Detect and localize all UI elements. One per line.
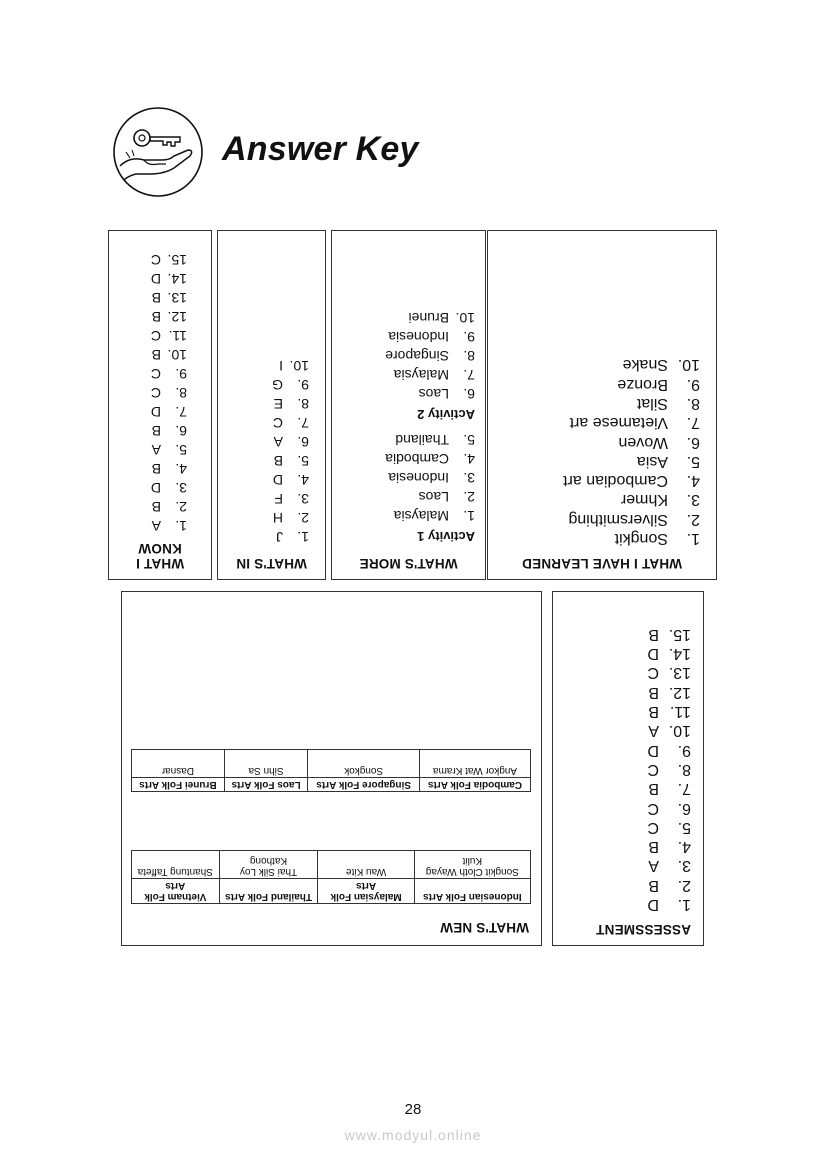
item-answer: C: [150, 252, 161, 268]
item-answer: C: [272, 415, 283, 431]
whats-new-title: WHAT'S NEW: [440, 920, 529, 935]
item-number: 12.: [668, 683, 691, 701]
what-i-know-title: WHAT I KNOW: [135, 541, 185, 571]
item-number: 6.: [297, 434, 309, 450]
list-item: [119, 250, 187, 269]
item-answer: H: [272, 510, 283, 526]
list-item: [119, 326, 187, 345]
item-answer: A: [151, 518, 161, 534]
item-answer: A: [648, 722, 659, 740]
item-number: 1.: [175, 518, 187, 534]
item-number: 2.: [175, 499, 187, 515]
list-item: [342, 468, 475, 487]
item-answer: A: [648, 857, 659, 875]
table-header-cell: Brunei Folk Arts: [132, 778, 225, 792]
item-number: 4.: [297, 472, 309, 488]
item-answer: Khmer: [620, 491, 668, 509]
item-number: 4.: [175, 461, 187, 477]
list-item: [563, 837, 691, 856]
item-answer: B: [648, 683, 659, 701]
list-item: [563, 798, 691, 817]
table-header-cell: Singapore Folk Arts: [308, 778, 420, 792]
item-answer: B: [151, 423, 161, 439]
item-number: 4.: [677, 838, 691, 856]
item-number: 5.: [175, 442, 187, 458]
watermark: www.modyul.online: [344, 1127, 482, 1143]
item-number: 2.: [686, 510, 700, 528]
item-answer: B: [273, 453, 283, 469]
table-row: [132, 851, 531, 879]
list-item: [563, 721, 691, 740]
item-number: 5.: [686, 452, 700, 470]
item-number: 3.: [677, 857, 691, 875]
table-cell: Shantung Taffeta: [132, 851, 220, 879]
item-number: 1.: [297, 529, 309, 545]
item-number: 6.: [686, 433, 700, 451]
item-number: 8.: [175, 385, 187, 401]
list-item: [563, 875, 691, 894]
item-number: 13.: [167, 290, 187, 306]
list-item: [119, 288, 187, 307]
item-number: 8.: [677, 760, 691, 778]
table-cell: Songkit Cloth Wayag Kulit: [414, 851, 530, 879]
list-item: [498, 471, 700, 490]
list-item: [228, 375, 309, 394]
list-item: [119, 440, 187, 459]
item-number: 7.: [686, 414, 700, 432]
activity-1-list: [342, 430, 475, 525]
list-item: [119, 516, 187, 535]
list-item: [498, 452, 700, 471]
item-answer: G: [272, 377, 283, 393]
item-number: 5.: [297, 453, 309, 469]
folk-arts-table-2: [131, 749, 531, 792]
item-number: 3.: [463, 470, 475, 486]
table-header-cell: Indonesian Folk Arts: [414, 879, 530, 904]
activity-1-title: Activity 1: [417, 529, 475, 544]
item-answer: Asia: [636, 452, 668, 470]
item-answer: D: [150, 271, 161, 287]
table-header-row: [132, 778, 531, 792]
list-item: [563, 856, 691, 875]
list-item: [342, 327, 475, 346]
item-answer: Cambodian art: [563, 472, 668, 490]
item-answer: Laos: [418, 386, 449, 402]
item-number: 8.: [686, 394, 700, 412]
item-number: 7.: [463, 367, 475, 383]
item-number: 5.: [677, 818, 691, 836]
item-answer: Songkit: [614, 530, 668, 547]
list-item: [228, 432, 309, 451]
whats-more-panel: [331, 230, 486, 580]
item-answer: B: [648, 703, 659, 721]
item-answer: Indonesia: [388, 470, 449, 486]
item-number: 6.: [175, 423, 187, 439]
item-answer: Malaysia: [393, 508, 449, 524]
item-answer: D: [150, 404, 161, 420]
list-item: [228, 356, 309, 375]
list-item: [342, 506, 475, 525]
item-number: 10.: [668, 722, 691, 740]
assessment-list: [563, 625, 691, 914]
list-item: [563, 818, 691, 837]
item-answer: Singapore: [385, 348, 449, 364]
item-number: 4.: [463, 451, 475, 467]
whats-in-title: WHAT'S IN: [236, 556, 307, 571]
item-answer: F: [274, 491, 283, 507]
list-item: [228, 470, 309, 489]
table-cell: Dasnar: [132, 750, 225, 778]
item-number: 2.: [677, 876, 691, 894]
item-answer: I: [279, 358, 283, 374]
item-number: 7.: [677, 780, 691, 798]
what-i-know-list: [119, 250, 187, 535]
table-cell: Wau Kite: [318, 851, 414, 879]
list-item: [228, 394, 309, 413]
list-item: [119, 345, 187, 364]
item-answer: Snake: [622, 356, 668, 374]
table-header-cell: Cambodia Folk Arts: [419, 778, 530, 792]
whats-in-list: [228, 356, 309, 546]
page-number: 28: [404, 1101, 422, 1118]
item-number: 6.: [677, 799, 691, 817]
item-answer: Bronze: [617, 375, 668, 393]
item-answer: B: [151, 309, 161, 325]
list-item: [563, 702, 691, 721]
item-answer: B: [151, 290, 161, 306]
item-answer: E: [273, 396, 283, 412]
item-answer: J: [276, 529, 283, 545]
list-item: [498, 509, 700, 528]
list-item: [119, 402, 187, 421]
list-item: [228, 413, 309, 432]
item-answer: D: [647, 645, 659, 663]
item-number: 11.: [669, 703, 691, 721]
list-item: [119, 421, 187, 440]
item-number: 7.: [175, 404, 187, 420]
list-item: [498, 432, 700, 451]
item-number: 7.: [297, 415, 309, 431]
item-number: 10.: [167, 347, 187, 363]
item-answer: C: [150, 385, 161, 401]
item-answer: B: [151, 347, 161, 363]
table-cell: Thai Silk Loy Kathong: [219, 851, 318, 879]
what-i-have-learned-panel: [487, 230, 717, 580]
item-answer: B: [648, 625, 659, 643]
activity-2-title: Activity 2: [417, 407, 475, 422]
item-number: 5.: [463, 432, 475, 448]
item-number: 8.: [463, 348, 475, 364]
list-item: [119, 383, 187, 402]
list-item: [563, 682, 691, 701]
assessment-panel: [552, 591, 704, 946]
item-number: 2.: [463, 489, 475, 505]
whats-in-panel: [217, 230, 326, 580]
item-number: 4.: [686, 472, 700, 490]
list-item: [119, 497, 187, 516]
item-number: 10.: [455, 310, 475, 326]
item-number: 11.: [168, 328, 187, 344]
item-answer: C: [150, 328, 161, 344]
list-item: [498, 355, 700, 374]
item-answer: C: [647, 799, 659, 817]
item-number: 6.: [463, 386, 475, 402]
list-item: [119, 364, 187, 383]
list-item: [563, 895, 691, 914]
list-item: [563, 760, 691, 779]
list-item: [498, 394, 700, 413]
item-answer: B: [151, 499, 161, 515]
list-item: [563, 644, 691, 663]
item-answer: C: [647, 760, 659, 778]
table-header-row: [132, 879, 531, 904]
what-i-have-learned-list: [498, 355, 700, 548]
list-item: [119, 307, 187, 326]
item-answer: Thailand: [395, 432, 449, 448]
list-item: [342, 384, 475, 403]
item-number: 1.: [686, 530, 700, 547]
list-item: [228, 489, 309, 508]
item-answer: D: [150, 480, 161, 496]
item-answer: Malaysia: [393, 367, 449, 383]
list-item: [498, 490, 700, 509]
item-answer: Woven: [618, 433, 668, 451]
list-item: [228, 527, 309, 546]
list-item: [563, 740, 691, 759]
whats-new-panel: [121, 591, 542, 946]
item-answer: C: [647, 664, 659, 682]
item-number: 3.: [297, 491, 309, 507]
key-in-hand-icon: [112, 106, 204, 198]
list-item: [563, 663, 691, 682]
item-number: 15.: [668, 625, 691, 643]
item-answer: Brunei: [408, 310, 449, 326]
item-number: 2.: [297, 510, 309, 526]
list-item: [342, 430, 475, 449]
list-item: [342, 308, 475, 327]
assessment-title: ASSESSMENT: [595, 922, 691, 937]
item-number: 1.: [463, 508, 475, 524]
item-number: 12.: [167, 309, 187, 325]
item-number: 13.: [668, 664, 691, 682]
table-header-cell: Vietnam Folk Arts: [132, 879, 220, 904]
list-item: [119, 459, 187, 478]
list-item: [342, 449, 475, 468]
item-answer: B: [648, 876, 659, 894]
list-item: [342, 365, 475, 384]
item-number: 3.: [175, 480, 187, 496]
item-answer: B: [648, 838, 659, 856]
list-item: [498, 529, 700, 548]
folk-arts-table-1: [131, 850, 531, 904]
item-number: 14.: [668, 645, 691, 663]
table-header-cell: Malaysian Folk Arts: [318, 879, 414, 904]
list-item: [228, 508, 309, 527]
item-answer: C: [150, 366, 161, 382]
item-answer: B: [648, 780, 659, 798]
item-answer: A: [273, 434, 283, 450]
list-item: [498, 374, 700, 393]
item-number: 9.: [677, 741, 691, 759]
what-i-know-panel: [108, 230, 212, 580]
list-item: [563, 625, 691, 644]
item-number: 9.: [463, 329, 475, 345]
table-header-cell: Laos Folk Arts: [224, 778, 308, 792]
item-answer: Vietamese art: [569, 414, 668, 432]
item-answer: A: [151, 442, 161, 458]
item-number: 9.: [297, 377, 309, 393]
table-cell: Angkor Wat Krama: [419, 750, 530, 778]
item-number: 3.: [686, 491, 700, 509]
whats-more-title: WHAT'S MORE: [359, 556, 458, 571]
list-item: [498, 413, 700, 432]
item-number: 8.: [297, 396, 309, 412]
item-answer: D: [272, 472, 283, 488]
activity-2-list: [342, 308, 475, 403]
item-answer: Laos: [418, 489, 449, 505]
table-cell: Songkok: [308, 750, 420, 778]
list-item: [119, 478, 187, 497]
page-title: Answer Key: [222, 130, 419, 168]
table-header-cell: Thailand Folk Arts: [219, 879, 318, 904]
what-i-have-learned-title: WHAT I HAVE LEARNED: [521, 556, 683, 571]
item-answer: Indonesia: [388, 329, 449, 345]
item-number: 10.: [677, 356, 700, 374]
list-item: [563, 779, 691, 798]
item-answer: Cambodia: [385, 451, 449, 467]
item-answer: Silat: [636, 394, 668, 412]
item-number: 9.: [175, 366, 187, 382]
item-answer: D: [647, 896, 659, 913]
item-number: 9.: [686, 375, 700, 393]
table-row: [132, 750, 531, 778]
list-item: [342, 487, 475, 506]
list-item: [342, 346, 475, 365]
table-cell: Sihn Sa: [224, 750, 308, 778]
item-answer: D: [647, 741, 659, 759]
list-item: [228, 451, 309, 470]
item-number: 14.: [167, 271, 187, 287]
item-number: 1.: [677, 896, 691, 913]
item-answer: Silversmithing: [568, 510, 668, 528]
list-item: [119, 269, 187, 288]
item-answer: C: [647, 818, 659, 836]
item-number: 10.: [289, 358, 309, 374]
item-number: 15.: [167, 252, 187, 268]
item-answer: B: [151, 461, 161, 477]
